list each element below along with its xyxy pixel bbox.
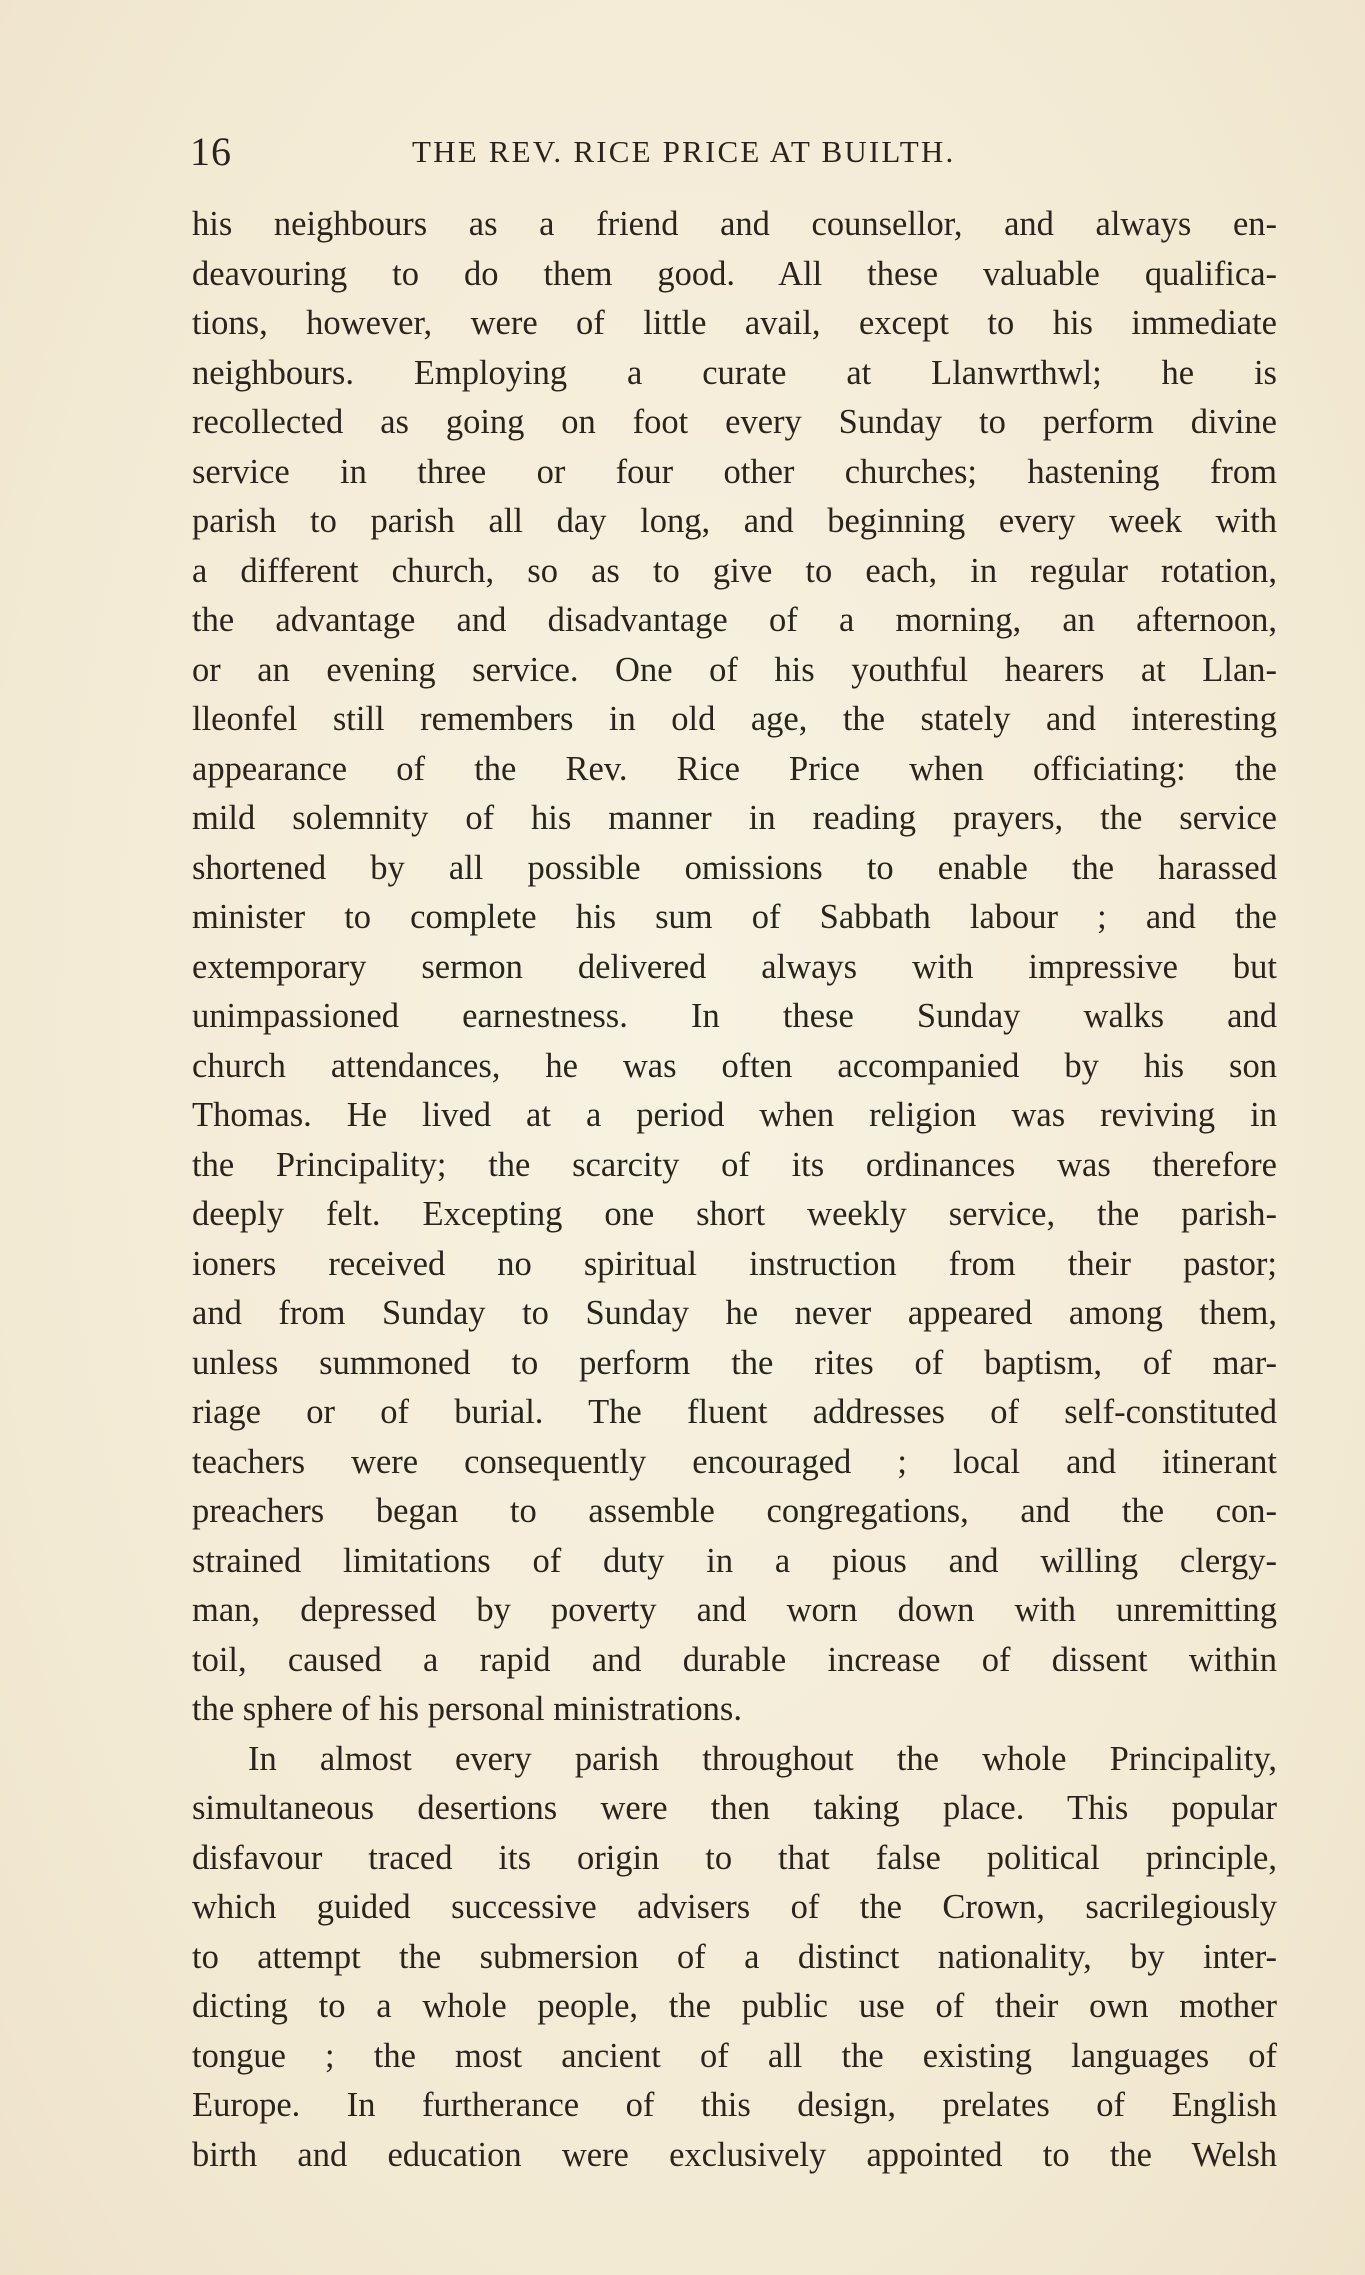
text-line: recollected as going on foot every Sunday to perform divine: [192, 403, 1277, 441]
text-line: In almost every parish throughout the whole Principality,: [248, 1739, 1277, 1778]
text-line: parish to parish all day long, and beginning every week with: [192, 502, 1277, 540]
text-line: Thomas. He lived at a period when religion was reviving in: [192, 1096, 1277, 1134]
text-line: dicting to a whole people, the public use of their own mother: [192, 1987, 1277, 2025]
text-line: which guided successive advisers of the Crown, sacrilegiously: [192, 1888, 1277, 1926]
text-line: unimpassioned earnestness. In these Sunday walks and: [192, 997, 1277, 1035]
text-line: lleonfel still remembers in old age, the stately and interesting: [192, 700, 1277, 738]
text-line: minister to complete his sum of Sabbath labour ; and the: [192, 898, 1277, 936]
text-line: birth and education were exclusively appointed to the Welsh: [192, 2135, 1277, 2174]
text-line: tongue ; the most ancient of all the existing languages of: [192, 2036, 1277, 2075]
text-line: Europe. In furtherance of this design, prelates of English: [192, 2086, 1277, 2124]
text-line: deavouring to do them good. All these valuable qualifica-: [192, 254, 1277, 293]
text-line: and from Sunday to Sunday he never appeared among them,: [192, 1294, 1277, 1332]
text-line: the advantage and disadvantage of a morning, an afternoon,: [192, 601, 1277, 639]
text-line: riage or of burial. The fluent addresses of self-constituted: [192, 1393, 1277, 1431]
text-line: neighbours. Employing a curate at Llanwrthwl; he is: [192, 353, 1277, 392]
text-line: teachers were consequently encouraged ; local and itinerant: [192, 1442, 1277, 1481]
text-line: unless summoned to perform the rites of baptism, of mar-: [192, 1343, 1277, 1382]
body-text: [192, 200, 1277, 2180]
text-line: simultaneous desertions were then taking place. This popular: [192, 1789, 1277, 1827]
text-line: the sphere of his personal ministrations.: [192, 1690, 742, 1728]
text-line: extemporary sermon delivered always with impressive but: [192, 947, 1277, 986]
page-header: [190, 128, 1280, 178]
text-line: the Principality; the scarcity of its ordinances was therefore: [192, 1145, 1277, 1184]
text-line: mild solemnity of his manner in reading prayers, the service: [192, 799, 1277, 837]
text-line: to attempt the submersion of a distinct nationality, by inter-: [192, 1937, 1277, 1976]
text-line: appearance of the Rev. Rice Price when officiating: the: [192, 749, 1277, 788]
text-line: preachers began to assemble congregations, and the con-: [192, 1492, 1277, 1530]
text-line: deeply felt. Excepting one short weekly service, the parish-: [192, 1195, 1277, 1233]
page-number: 16: [190, 129, 232, 174]
text-line: a different church, so as to give to each, in regular rotation,: [192, 551, 1277, 590]
text-line: ioners received no spiritual instruction from their pastor;: [192, 1244, 1277, 1283]
text-line: toil, caused a rapid and durable increase of dissent within: [192, 1640, 1277, 1679]
text-line: service in three or four other churches; hastening from: [192, 452, 1277, 491]
text-line: or an evening service. One of his youthful hearers at Llan-: [192, 650, 1277, 689]
text-line: shortened by all possible omissions to enable the harassed: [192, 848, 1277, 887]
text-line: strained limitations of duty in a pious and willing clergy-: [192, 1541, 1277, 1580]
running-head: THE REV. RICE PRICE AT BUILTH.: [412, 134, 956, 169]
text-line: tions, however, were of little avail, except to his immediate: [192, 304, 1277, 342]
text-line: his neighbours as a friend and counsellor, and always en-: [192, 205, 1277, 243]
text-line: church attendances, he was often accompanied by his son: [192, 1046, 1277, 1085]
text-line: man, depressed by poverty and worn down with unremitting: [192, 1591, 1277, 1629]
text-line: disfavour traced its origin to that false political principle,: [192, 1838, 1277, 1877]
